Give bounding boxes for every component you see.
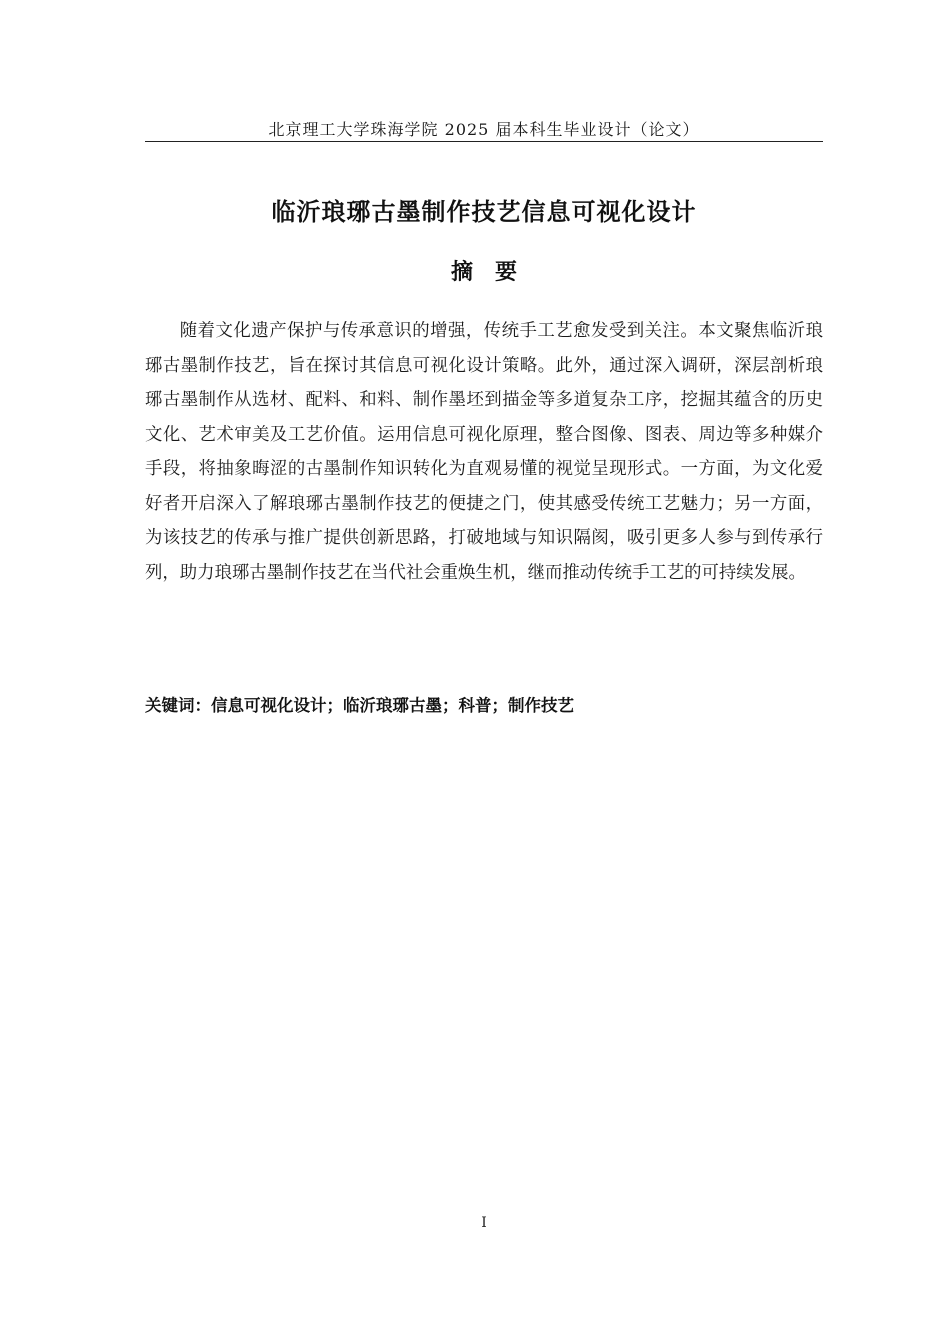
thesis-title: 临沂琅琊古墨制作技艺信息可视化设计: [271, 198, 697, 226]
keywords-line: 关键词：信息可视化设计；临沂琅琊古墨；科普；制作技艺: [145, 696, 574, 715]
abstract-heading: 摘要: [450, 260, 539, 285]
header-divider: [145, 141, 823, 142]
running-header: 北京理工大学珠海学院 2025 届本科生毕业设计（论文）: [268, 120, 700, 139]
abstract-body: 随着文化遗产保护与传承意识的增强，传统手工艺愈发受到关注。本文聚焦临沂琅琊古墨制作技艺，旨在探讨其信息可视化设计策略。此外，通过深入调研，深层剖析琅琊古墨制作从选材、配料、和料、制作墨坯到描金等多道复杂工序，挖掘其蕴含的历史文化、艺术审美及工艺价值。运用信息可视化原理，整合图像、图表、周边等多种媒介手段，将抽象晦涩的古墨制作知识转化为直观易懂的视觉呈现形式。一方面，为文化爱好者开启深入了解琅琊古墨制作技艺的便捷之门，使其感受传统工艺魅力；另一方面，为该技艺的传承与推广提供创新思路，打破地域与知识隔阂，吸引更多人参与到传承行列，助力琅琊古墨制作技艺在当代社会重焕生机，继而推动传统手工艺的可持续发展。: [145, 321, 823, 583]
page-number: I: [481, 1215, 487, 1231]
